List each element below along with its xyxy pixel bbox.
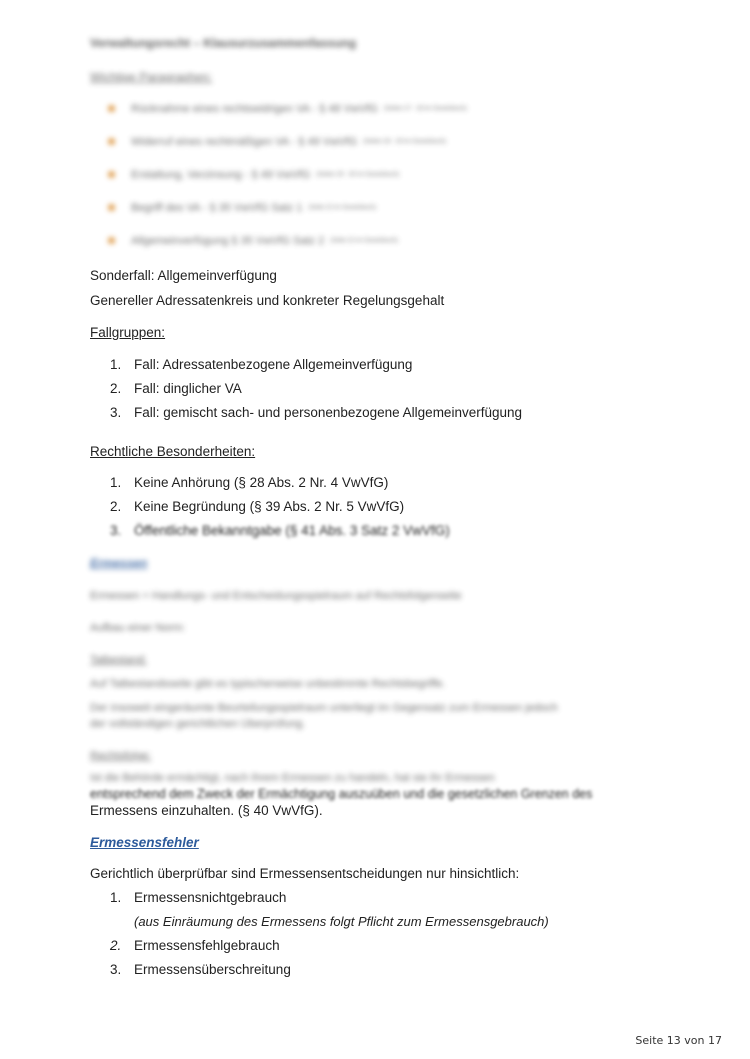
ermessen-heading: Ermessen (90, 556, 148, 570)
fallgruppen-heading: Fallgruppen: (90, 325, 166, 340)
tatbestand-detail-1: Der insoweit eingeräumte Beurteilungsspielraum unterliegt im Gegensatz zum Ermessen jedoch (90, 702, 558, 714)
list-item: Erstattung, Verzinsung - § 49 VwVfG (Seiten 29 - 30 im Gesetzbuch) (108, 158, 467, 191)
ermessensfehler-heading: Ermessensfehler (90, 835, 199, 850)
document-header: Verwaltungsrecht – Klausurzusammenfassung (90, 36, 357, 50)
ermessen-definition: Ermessen = Handlungs- und Entscheidungsspielraum auf Rechtsfolgenseite (90, 590, 462, 602)
list-item: 3. Öffentliche Bekanntgabe (§ 41 Abs. 3 Satz 2 VwVfG) (110, 522, 450, 538)
ermessensfehler-intro: Gerichtlich überprüfbar sind Ermessensentscheidungen nur hinsichtlich: (90, 866, 520, 881)
list-item: 1. Fall: Adressatenbezogene Allgemeinverfügung (110, 356, 413, 372)
rechtsfolge-line-3: Ermessens einzuhalten. (§ 40 VwVfG). (90, 803, 323, 818)
bullet-icon (108, 171, 115, 178)
list-item: Allgemeinverfügung § 35 VwVfG Satz 2 (Seite 22 im Gesetzbuch) (108, 224, 467, 257)
list-item: 1. Ermessensnichtgebrauch (110, 889, 287, 905)
bullet-icon (108, 204, 115, 211)
list-item: 2. Keine Begründung (§ 39 Abs. 2 Nr. 5 VwVfG) (110, 498, 405, 514)
norm-structure-label: Aufbau einer Norm: (90, 622, 186, 634)
bullet-icon (108, 237, 115, 244)
list-item: Rücknahme eines rechtswidrigen VA - § 48 VwVfG (Seiten 27 - 28 im Gesetzbuch) (108, 92, 467, 125)
important-sections-heading: Wichtige Paragraphen: (90, 70, 213, 84)
fallgruppen-list (110, 352, 522, 424)
sonderfall-description: Genereller Adressatenkreis und konkreter Regelungsgehalt (90, 293, 445, 308)
bullet-icon (108, 105, 115, 112)
besonderheiten-heading: Rechtliche Besonderheiten: (90, 444, 256, 459)
rechtsfolge-heading: Rechtsfolge: (90, 750, 152, 762)
rechtsfolge-line-2: entsprechend dem Zweck der Ermächtigung auszuüben und die gesetzlichen Grenzen des (90, 787, 593, 801)
tatbestand-heading: Tatbestand: (90, 654, 147, 666)
list-item: 1. Keine Anhörung (§ 28 Abs. 2 Nr. 4 VwVfG) (110, 474, 389, 490)
sonderfall-line: Sonderfall: Allgemeinverfügung (90, 268, 277, 283)
list-item: 2. Ermessensfehlgebrauch (110, 937, 280, 953)
rechtsfolge-line-1: Ist die Behörde ermächtigt, nach ihrem Ermessen zu handeln, hat sie ihr Ermessen (90, 772, 495, 784)
list-item: Widerruf eines rechtmäßigen VA - § 49 VwVfG (Seiten 28 - 29 im Gesetzbuch) (108, 125, 467, 158)
besonderheiten-list (110, 470, 450, 542)
list-item-note: (aus Einräumung des Ermessens folgt Pflicht zum Ermessensgebrauch) (134, 913, 549, 929)
tatbestand-detail-2: der vollständigen gerichtlichen Überprüfung. (90, 718, 306, 730)
list-item: Begriff des VA - § 35 VwVfG Satz 1 (Seite 22 im Gesetzbuch) (108, 191, 467, 224)
list-item: 3. Fall: gemischt sach- und personenbezogene Allgemeinverfügung (110, 404, 522, 420)
important-sections-list (108, 92, 467, 257)
list-item: 3. Ermessensüberschreitung (110, 961, 291, 977)
bullet-icon (108, 138, 115, 145)
list-item: 2. Fall: dinglicher VA (110, 380, 242, 396)
ermessensfehler-list (110, 885, 549, 981)
page-number: Seite 13 von 17 (635, 1034, 722, 1047)
tatbestand-text: Auf Tatbestandsseite gibt es typischerweise unbestimmte Rechtsbegriffe. (90, 678, 446, 690)
